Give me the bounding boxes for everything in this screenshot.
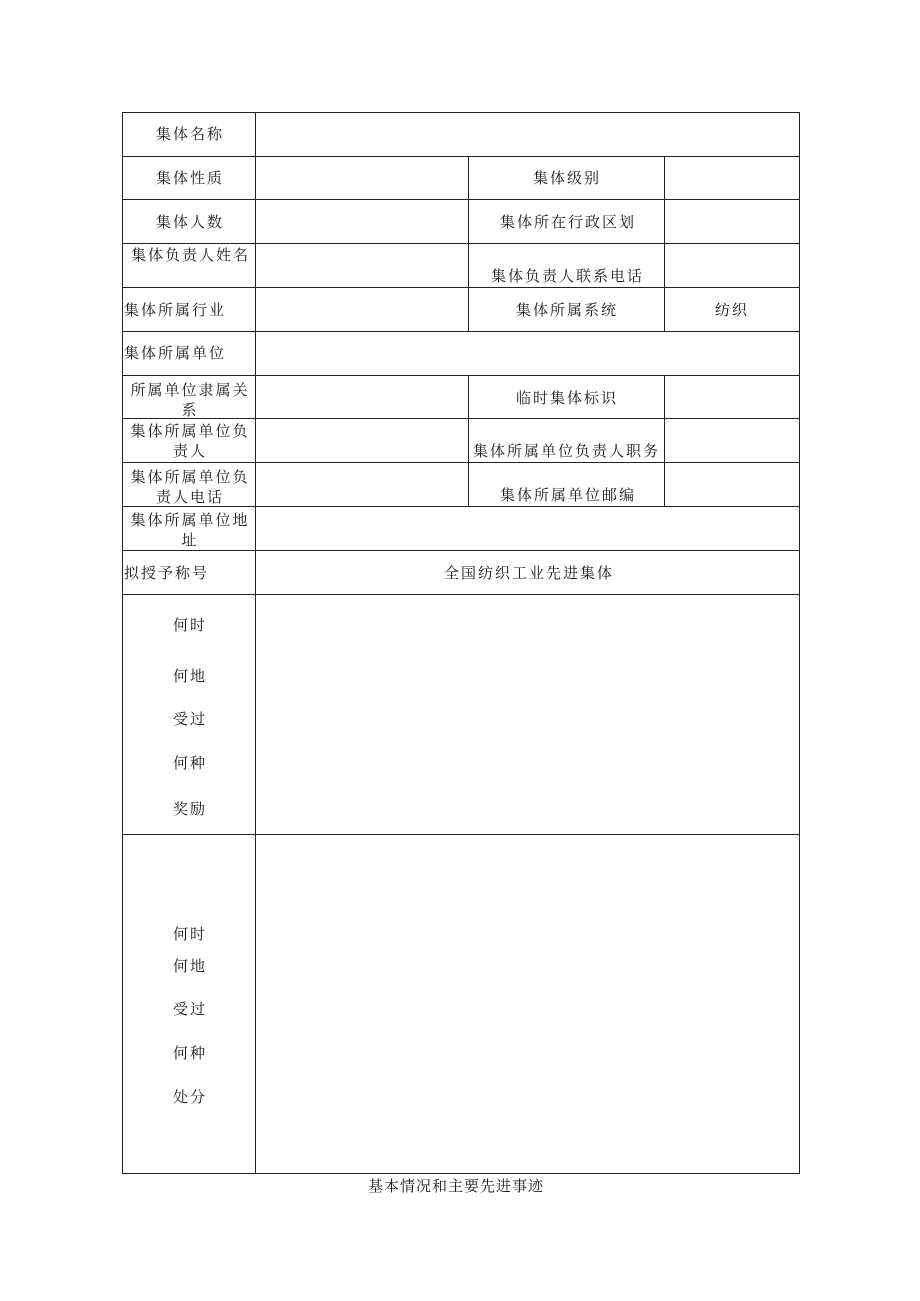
collective-nature-label: 集体性质 [156,169,225,187]
collective-name-field[interactable] [256,113,799,156]
awards-label-line: 奖励 [173,800,208,818]
penalties-label-line: 何种 [173,1044,208,1062]
industry-label: 集体所属行业 [124,301,227,319]
collective-name-label: 集体名称 [156,125,225,143]
collective-level-field[interactable] [665,157,799,199]
leader-phone-label: 集体负责人联系电话 [491,267,645,285]
table-border-left [122,112,123,1174]
unit-leader-phone-field[interactable] [256,463,468,506]
leader-name-label: 集体负责人姓名 [131,246,251,264]
awards-label-line: 何地 [173,667,208,685]
leader-phone-field[interactable] [665,244,799,287]
awards-field[interactable] [256,595,799,834]
unit-postcode-label: 集体所属单位邮编 [500,486,637,504]
admin-region-field[interactable] [665,200,799,243]
unit-label: 集体所属单位 [124,344,227,362]
member-count-field[interactable] [256,200,468,243]
proposed-title-label: 拟授予称号 [124,564,210,582]
unit-leader-phone-label: 集体所属单位负责人电话 [130,468,250,505]
unit-leader-field[interactable] [256,419,468,462]
penalties-label-line: 何时 [173,925,208,943]
column-divider [468,156,469,331]
unit-affiliation-field[interactable] [256,376,468,418]
industry-field[interactable] [256,288,468,331]
awards-label-line: 受过 [173,710,208,728]
penalties-label-line: 处分 [173,1088,208,1106]
unit-leader-title-field[interactable] [665,419,799,462]
unit-field[interactable] [256,332,799,375]
penalties-label-line: 何地 [173,957,208,975]
column-divider [468,375,469,506]
system-label: 集体所属系统 [516,301,619,319]
penalties-label-line: 受过 [173,1000,208,1018]
collective-nature-field[interactable] [256,157,468,199]
unit-address-field[interactable] [256,507,799,550]
unit-leader-title-label: 集体所属单位负责人职务 [473,442,661,460]
unit-postcode-field[interactable] [665,463,799,506]
temp-collective-field[interactable] [665,376,799,418]
unit-address-label: 集体所属单位地址 [130,511,250,549]
unit-affiliation-label: 所属单位隶属关系 [130,381,250,417]
leader-name-field[interactable] [256,244,468,287]
awards-label-line: 何种 [173,754,208,772]
admin-region-label: 集体所在行政区划 [500,213,637,231]
proposed-title-value: 全国纺织工业先进集体 [444,564,615,582]
table-border-bottom [122,1173,800,1174]
unit-leader-label: 集体所属单位负责人 [130,422,250,460]
table-border-right [799,112,800,1174]
system-value: 纺织 [715,301,750,319]
collective-level-label: 集体级别 [533,169,602,187]
temp-collective-label: 临时集体标识 [516,389,619,407]
row-divider [122,550,800,551]
section-caption: 基本情况和主要先进事迹 [368,1177,545,1195]
penalties-field[interactable] [256,835,799,1173]
member-count-label: 集体人数 [156,213,225,231]
awards-label-line: 何时 [173,616,208,634]
